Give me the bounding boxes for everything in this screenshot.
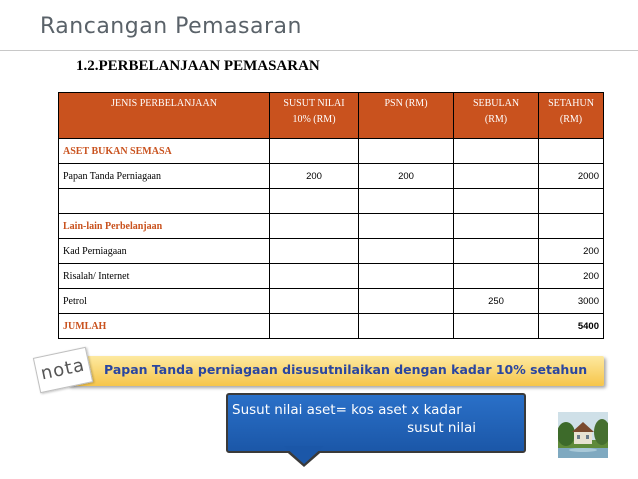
formula-line-1: Susut nilai aset= kos aset x kadar	[232, 402, 462, 418]
row-label: JUMLAH	[59, 314, 270, 339]
cell-susut	[270, 314, 359, 339]
table-row	[59, 189, 604, 214]
cell-setahun: 2000	[539, 164, 604, 189]
cell-psn	[359, 264, 454, 289]
cell-psn	[359, 139, 454, 164]
cell-setahun: 200	[539, 264, 604, 289]
table-row	[59, 139, 604, 164]
formula-line-2: susut nilai	[407, 420, 476, 436]
title-divider	[0, 50, 638, 51]
cell-setahun: 3000	[539, 289, 604, 314]
formula-callout-pointer	[284, 446, 324, 464]
cell-psn	[359, 314, 454, 339]
slide-title: Rancangan Pemasaran	[40, 14, 302, 39]
cell-psn: 200	[359, 164, 454, 189]
cell-psn	[359, 214, 454, 239]
cell-sebulan	[454, 189, 539, 214]
section-heading: 1.2.PERBELANJAAN PEMASARAN	[76, 58, 320, 74]
cell-setahun-total: 5400	[539, 314, 604, 339]
row-label: Papan Tanda Perniagaan	[59, 164, 270, 189]
row-label	[59, 189, 270, 214]
row-label: Petrol	[59, 289, 270, 314]
row-label: ASET BUKAN SEMASA	[59, 139, 270, 164]
cell-sebulan	[454, 239, 539, 264]
cell-setahun	[539, 189, 604, 214]
note-banner-text: Papan Tanda perniagaan disusutnilaikan dengan kadar 10% setahun	[104, 362, 588, 377]
table-header-row	[59, 93, 604, 139]
row-label: Lain-lain Perbelanjaan	[59, 214, 270, 239]
cell-sebulan	[454, 139, 539, 164]
nota-tag: nota	[33, 347, 93, 393]
house-photo-image	[558, 412, 608, 458]
cell-susut	[270, 239, 359, 264]
cell-susut: 200	[270, 164, 359, 189]
cell-psn	[359, 289, 454, 314]
header-susut: SUSUT NILAI 10% (RM)	[270, 93, 359, 139]
cell-susut	[270, 214, 359, 239]
header-psn: PSN (RM)	[359, 93, 454, 139]
table-row	[59, 239, 604, 264]
header-setahun: SETAHUN (RM)	[539, 93, 604, 139]
cell-sebulan	[454, 164, 539, 189]
cell-setahun	[539, 214, 604, 239]
row-label: Risalah/ Internet	[59, 264, 270, 289]
note-banner	[68, 356, 604, 386]
table-row	[59, 264, 604, 289]
cell-susut	[270, 264, 359, 289]
expense-table	[58, 92, 604, 339]
table-row	[59, 214, 604, 239]
cell-sebulan	[454, 264, 539, 289]
cell-sebulan: 250	[454, 289, 539, 314]
cell-psn	[359, 239, 454, 264]
header-sebulan: SEBULAN (RM)	[454, 93, 539, 139]
table-row-total	[59, 314, 604, 339]
cell-psn	[359, 189, 454, 214]
cell-sebulan	[454, 214, 539, 239]
cell-susut	[270, 289, 359, 314]
row-label: Kad Perniagaan	[59, 239, 270, 264]
header-jenis: JENIS PERBELANJAAN	[59, 93, 270, 139]
cell-susut	[270, 139, 359, 164]
cell-setahun: 200	[539, 239, 604, 264]
cell-setahun	[539, 139, 604, 164]
cell-sebulan	[454, 314, 539, 339]
cell-susut	[270, 189, 359, 214]
table-row	[59, 164, 604, 189]
table-row	[59, 289, 604, 314]
formula-text	[232, 401, 516, 437]
